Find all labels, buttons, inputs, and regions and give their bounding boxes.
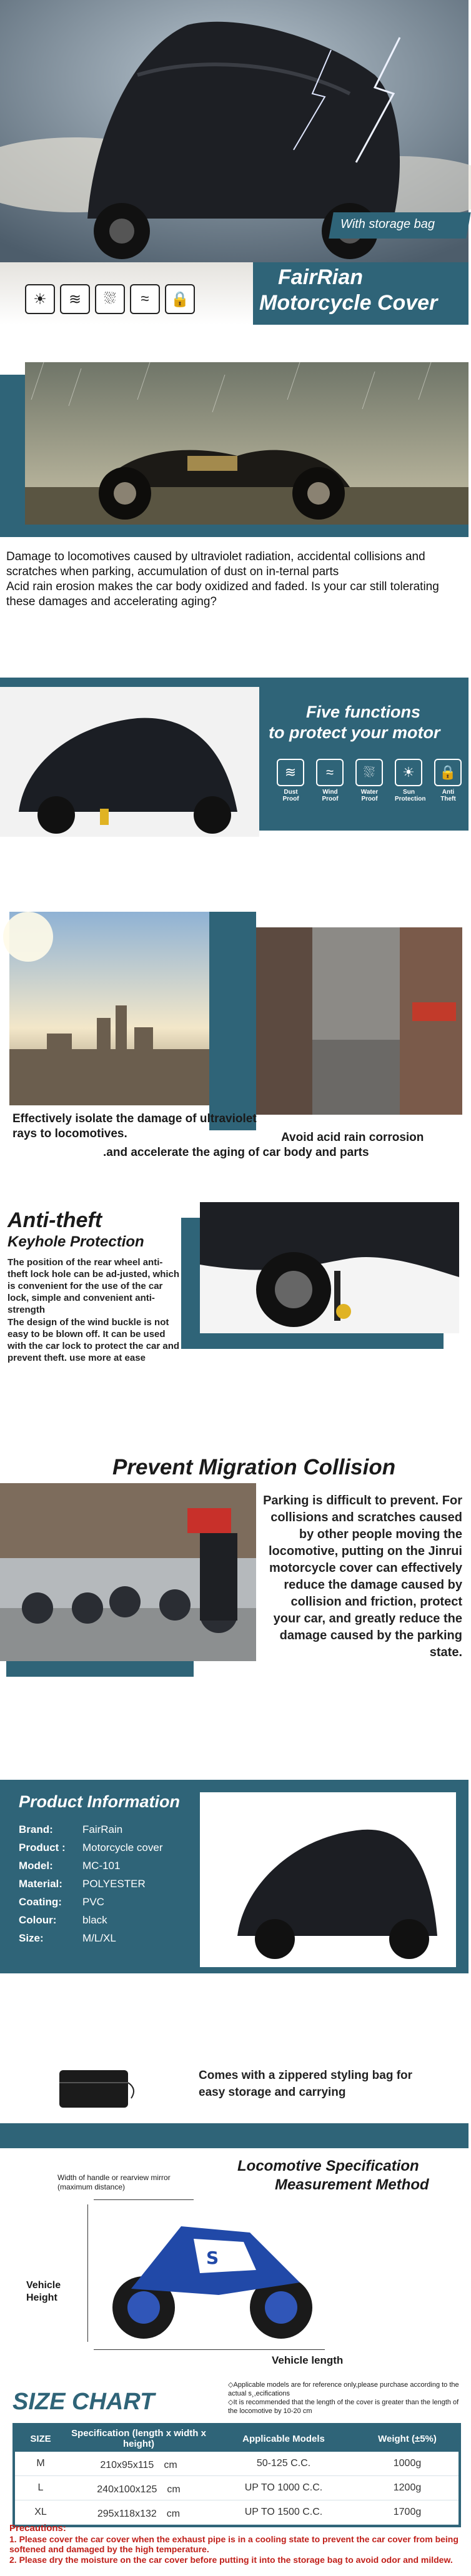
bag-teal-strip — [0, 2123, 469, 2148]
product-info-list — [19, 1820, 206, 1947]
sport-motorcycle-illustration — [94, 2201, 325, 2345]
intro-section — [0, 325, 469, 649]
cell-models: UP TO 1500 C.C. — [211, 2500, 356, 2525]
uv-section — [0, 887, 469, 1180]
dust-icon: ≋ — [60, 284, 90, 314]
migration-paragraph: Parking is difficult to prevent. For collisions and scratches caused by other people moving the locomotive, putting on the Jinrui motorcycle cover can effectively reduce the damage caused by collision and friction, protect your car, and greatly reduce the damage caused by the parking state. — [263, 1494, 462, 1659]
col-size: SIZE — [15, 2425, 66, 2452]
spec-value: FairRain — [82, 1823, 123, 1835]
rain-motorcycle-illustration — [25, 362, 469, 525]
size-chart-section — [0, 2381, 469, 2576]
function-dust-label: Dust Proof — [282, 789, 299, 802]
function-theft — [434, 759, 462, 802]
spec-key: Brand: — [19, 1823, 53, 1835]
spec-key: Material: — [19, 1878, 62, 1890]
table-row — [15, 2452, 459, 2476]
functions-photo — [0, 687, 259, 837]
storage-bag-photo — [50, 2055, 144, 2117]
width-line — [94, 2199, 194, 2200]
precautions-title: Precautions: — [9, 2523, 66, 2534]
cell-size: L — [15, 2476, 66, 2500]
storage-bag-label: With storage bag — [340, 217, 435, 231]
precaution-1: 1. Please cover the car cover when the exhaust pipe is in a cooling state to prevent the car cover from being softened and damaged by the high temperature. — [9, 2534, 459, 2554]
brand-title: FairRian — [278, 265, 364, 289]
covered-bike-side-illustration — [0, 687, 259, 837]
function-dust — [277, 759, 305, 802]
product-info-section — [0, 1761, 469, 2042]
precaution-2: 2. Please dry the moisture on the car cover before putting it into the storage bag to avoid odor and mildew. — [9, 2555, 453, 2565]
cell-weight: 1000g — [356, 2452, 459, 2476]
size-chart-title: SIZE CHART — [12, 2389, 155, 2415]
lock-icon: 🔒 — [434, 759, 462, 786]
wheel-lock-photo — [200, 1202, 459, 1333]
cell-models: 50-125 C.C. — [211, 2452, 356, 2476]
rainy-street-photo — [256, 927, 462, 1115]
product-info-title: Product Information — [19, 1792, 180, 1811]
five-functions-section — [0, 649, 469, 887]
functions-list — [277, 759, 464, 802]
spec-key: Model: — [19, 1860, 53, 1872]
rainy-street-illustration — [256, 927, 462, 1115]
uv-caption-left: Effectively isolate the damage of ultraviolet rays to locomotives. — [12, 1112, 257, 1140]
cell-models: UP TO 1000 C.C. — [211, 2476, 356, 2500]
sport-motorcycle-photo — [94, 2201, 325, 2345]
rain-icon: ⛆ — [95, 284, 125, 314]
function-wind — [316, 759, 344, 802]
measure-section — [0, 2148, 469, 2386]
spec-value: POLYESTER — [82, 1878, 146, 1890]
cell-weight: 1700g — [356, 2500, 459, 2525]
spec-value: PVC — [82, 1896, 104, 1908]
antitheft-paragraph-1: The position of the rear wheel anti-theft lock hole can be ad-justed, which is convenient for the use of the car lock, simple and convenient anti-strength — [7, 1257, 180, 1315]
cell-size: XL — [15, 2500, 66, 2525]
spec-key: Product : — [19, 1842, 66, 1853]
spec-value: Motorcycle cover — [82, 1842, 163, 1853]
measure-title-2: Measurement Method — [275, 2176, 429, 2193]
svg-text:S: S — [206, 2248, 219, 2268]
parked-motorcycles-photo — [0, 1483, 256, 1661]
uv-caption-right-2: .and accelerate the aging of car body and parts — [103, 1146, 369, 1159]
storage-bag-illustration — [50, 2055, 144, 2117]
uv-caption-right-1: Avoid acid rain corrosion — [281, 1131, 424, 1144]
functions-title-line1: Five functions — [306, 703, 421, 721]
table-row — [15, 2500, 459, 2525]
cell-weight: 1200g — [356, 2476, 459, 2500]
cell-spec: 210x95x115 cm — [66, 2452, 211, 2476]
lock-icon: 🔒 — [165, 284, 195, 314]
migration-title: Prevent Migration Collision — [112, 1455, 396, 1479]
spec-key: Size: — [19, 1932, 44, 1944]
wind-icon: ≈ — [316, 759, 344, 786]
measure-note-1: ◇Applicable models are for reference only,please purchase according to the actual s¸,ecifications — [228, 2381, 459, 2397]
size-table-wrap — [12, 2423, 461, 2527]
city-sunlight-photo — [9, 912, 209, 1105]
size-table-header — [15, 2425, 459, 2452]
measure-title-1: Locomotive Specification — [237, 2158, 419, 2174]
bag-text: Comes with a zippered styling bag for easy storage and carrying — [199, 2069, 413, 2099]
sun-icon: ☀ — [25, 284, 55, 314]
spec-row-brand — [19, 1820, 206, 1838]
spec-row-colour — [19, 1911, 206, 1929]
spec-key: Colour: — [19, 1914, 57, 1926]
cell-spec: 295x118x132 cm — [66, 2500, 211, 2525]
product-photo — [200, 1792, 456, 1967]
functions-title-line2: to protect your motor — [269, 723, 440, 742]
antitheft-subtitle: Keyhole Protection — [7, 1233, 144, 1250]
wheel-lock-illustration — [200, 1202, 459, 1333]
spec-value: black — [82, 1914, 107, 1926]
height-line — [87, 2204, 88, 2342]
hero-section — [0, 0, 469, 325]
wind-icon: ≈ — [130, 284, 160, 314]
uv-teal-block — [209, 912, 256, 1130]
function-sun — [395, 759, 426, 802]
covered-bike-product-illustration — [200, 1792, 456, 1967]
intro-paragraph: Damage to locomotives caused by ultraviolet radiation, accidental collisions and scratches when parking, accumulation of dust on in-ternal parts Acid rain erosion makes the car body oxidized and faded. Is your car still tolerating these damages and accelerating aging? — [6, 550, 439, 608]
spec-value: M/L/XL — [82, 1932, 116, 1944]
migration-section — [0, 1443, 469, 1761]
sun-icon: ☀ — [395, 759, 422, 786]
function-sun-label: Sun Protection — [395, 789, 426, 802]
col-models: Applicable Models — [211, 2425, 356, 2452]
function-water — [355, 759, 384, 802]
length-label: Vehicle length — [272, 2354, 344, 2366]
col-weight: Weight (±5%) — [356, 2425, 459, 2452]
spec-value: MC-101 — [82, 1860, 121, 1872]
water-icon: ⛆ — [355, 759, 383, 786]
antitheft-section — [0, 1180, 469, 1443]
cell-spec: 240x100x125 cm — [66, 2476, 211, 2500]
spec-key: Coating: — [19, 1896, 62, 1908]
spec-row-size — [19, 1929, 206, 1947]
table-row — [15, 2476, 459, 2500]
bag-section — [0, 2042, 469, 2148]
function-water-label: Water Proof — [360, 789, 379, 802]
product-title: Motorcycle Cover — [259, 291, 438, 315]
dust-icon: ≋ — [277, 759, 304, 786]
function-theft-label: Anti Theft — [440, 789, 456, 802]
width-label: Width of handle or rearview mirror (maximum distance) — [57, 2173, 171, 2191]
antitheft-paragraph-2: The design of the wind buckle is not easy to be blown off. It can be used with the car lock to protect the car and prevent theft. use more at ease — [7, 1317, 180, 1363]
acid-rain-photo — [25, 362, 469, 525]
spec-row-material — [19, 1875, 206, 1893]
city-skyline-illustration — [9, 912, 209, 1105]
function-wind-label: Wind Proof — [322, 789, 339, 802]
spec-row-model — [19, 1857, 206, 1875]
measure-note-2: ◇It is recommended that the length of the cover is greater than the length of the locomotive by 10-20 cm — [228, 2399, 459, 2415]
spec-row-product — [19, 1838, 206, 1857]
length-line — [94, 2349, 325, 2350]
height-label: Vehicle Height — [26, 2280, 61, 2303]
spec-row-coating — [19, 1893, 206, 1911]
parked-motorcycles-illustration — [0, 1483, 256, 1661]
cell-size: M — [15, 2452, 66, 2476]
size-table — [15, 2425, 459, 2525]
col-spec: Specification (length x width x height) — [66, 2425, 211, 2452]
antitheft-title: Anti-theft — [7, 1208, 102, 1232]
